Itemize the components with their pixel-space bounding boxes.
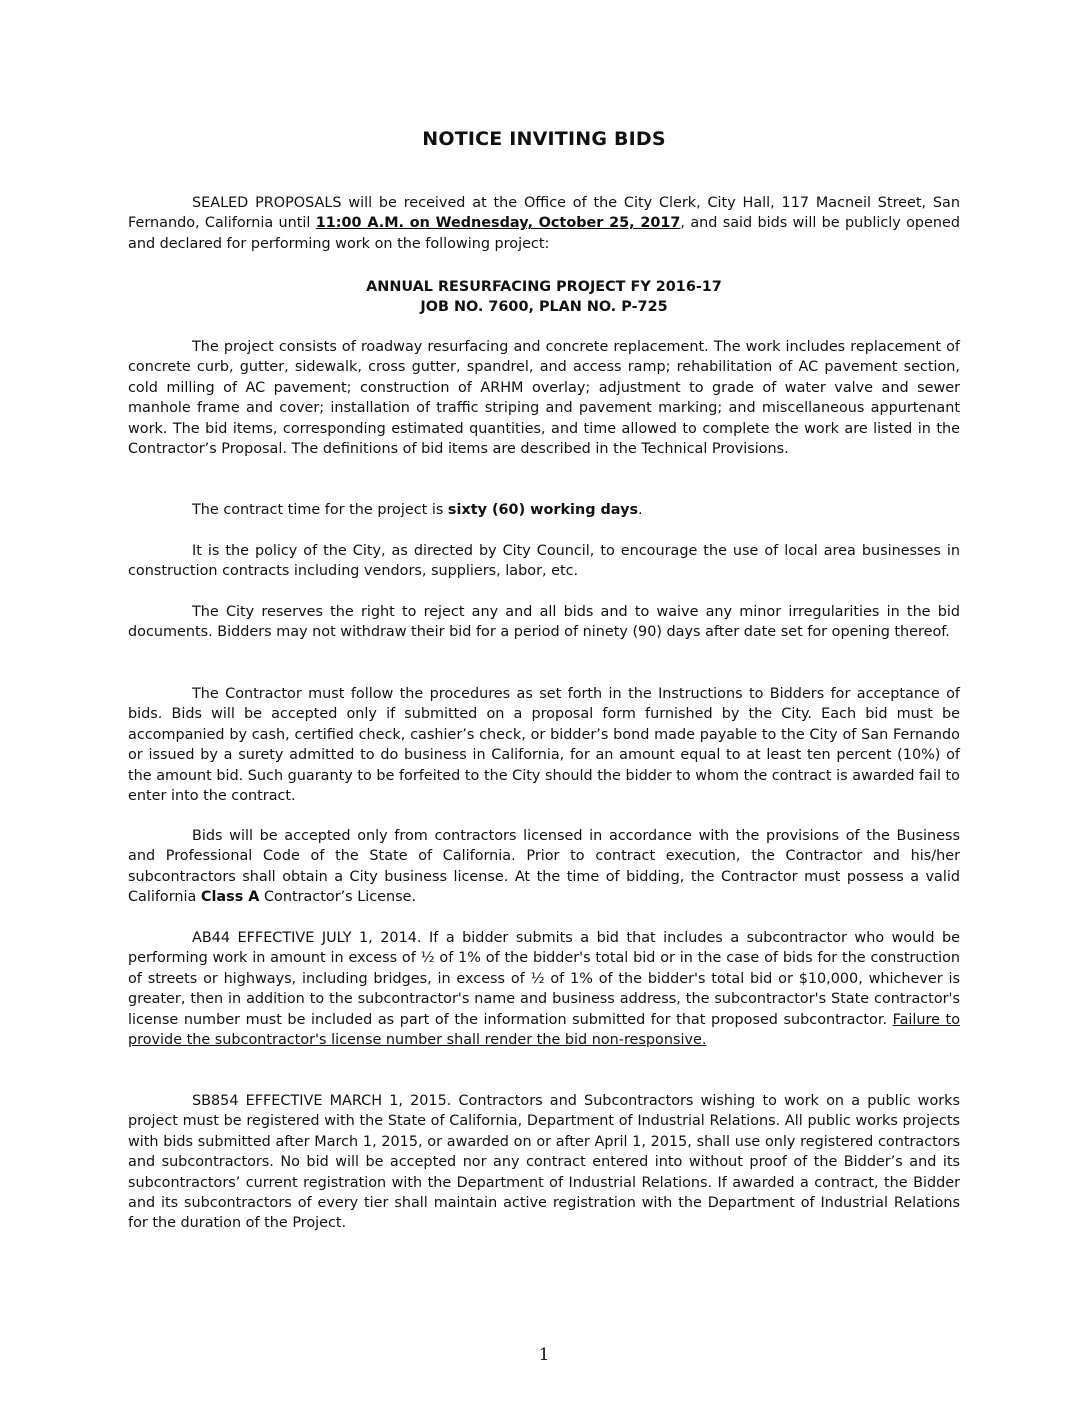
license-paragraph xyxy=(128,826,960,908)
scope-paragraph: The project consists of roadway resurfacing and concrete replacement. The work includes replacement of concrete curb, gutter, sidewalk, cross gutter, spandrel, and access ramp; rehabilitation of AC pavement section, cold milling of AC pavement; construction of ARHM overlay; adjustment to grade of water valve and sewer manhole frame and cover; installation of traffic striping and pavement marking; and miscellaneous appurtenant work. The bid items, corresponding estimated quantities, and time allowed to complete the work are listed in the Contractor’s Proposal. The definitions of bid items are described in the Technical Provisions. xyxy=(128,339,960,458)
sb854-paragraph: SB854 EFFECTIVE MARCH 1, 2015. Contractors and Subcontractors wishing to work on a public works project must be registered with the State of California, Department of Industrial Relations. All public works projects with bids submitted after March 1, 2015, or awarded on or after April 1, 2015, shall use only registered contractors and subcontractors. No bid will be accepted nor any contract entered into without proof of the Bidder’s and its subcontractors’ current registration with the Department of Industrial Relations. If awarded a contract, the Bidder and its subcontractors of every tier shall maintain active registration with the Department of Industrial Relations for the duration of the Project. xyxy=(128,1093,960,1232)
contract-time-text-2: . xyxy=(638,502,643,518)
bid-deadline: 11:00 A.M. on Wednesday, October 25, 2017 xyxy=(315,215,681,232)
intro-text-2: , and said bids will be publicly opened and declared for performing work on the following project: xyxy=(128,215,960,252)
contract-time-days: sixty (60) working days xyxy=(447,502,639,518)
contract-time-paragraph xyxy=(128,500,960,520)
intro-text-1: SEALED PROPOSALS will be received at the Office of the City Clerk, City Hall, 117 Macneil Street, San Fernando, California until xyxy=(128,195,960,232)
ab44-text: AB44 EFFECTIVE JULY 1, 2014. If a bidder submits a bid that includes a subcontractor who would be performing work in amount in excess of ½ of 1% of the bidder's total bid or in the case of bids for the construction of streets or highways, including bridges, in excess of ½ of 1% of the bidder's total bid or $10,000, whichever is greater, then in addition to the subcontractor's name and business address, the subcontractor's State contractor's license number must be included as part of the information submitted for that proposed subcontractor. xyxy=(128,930,960,1028)
intro-paragraph xyxy=(128,193,960,254)
contract-time-text-1: The contract time for the project is xyxy=(192,502,448,518)
policy-paragraph: It is the policy of the City, as directed by City Council, to encourage the use of local area businesses in construction contracts including vendors, suppliers, labor, etc. xyxy=(128,543,960,580)
page-title: NOTICE INVITING BIDS xyxy=(422,128,666,150)
license-class: Class A xyxy=(200,889,260,906)
project-job-number: JOB NO. 7600, PLAN NO. P-725 xyxy=(420,299,668,315)
license-text-1: Bids will be accepted only from contractors licensed in accordance with the provisions of the Business and Professional Code of the State of California. Prior to contract execution, the Contractor and his/her subcontractors shall obtain a City business license. At the time of bidding, the Contractor must possess a valid California xyxy=(128,828,960,906)
procedures-paragraph: The Contractor must follow the procedures as set forth in the Instructions to Bidders for acceptance of bids. Bids will be accepted only if submitted on a proposal form furnished by the City. Each bid must be accompanied by cash, certified check, cashier’s check, or bidder’s bond made payable to the City of San Fernando or issued by a surety admitted to do business in California, for an amount equal to at least ten percent (10%) of the amount bid. Such guaranty to be forfeited to the City should the bidder to whom the contract is awarded fail to enter into the contract. xyxy=(128,686,960,805)
ab44-warning: Failure to provide the subcontractor's license number shall render the bid non-responsive. xyxy=(128,1011,961,1049)
page-number: 1 xyxy=(538,1345,550,1365)
license-text-2: Contractor’s License. xyxy=(259,889,417,906)
ab44-paragraph xyxy=(128,928,960,1050)
reserve-paragraph: The City reserves the right to reject any and all bids and to waive any minor irregularities in the bid documents. Bidders may not withdraw their bid for a period of ninety (90) days after date set for opening thereof. xyxy=(128,604,960,641)
project-title: ANNUAL RESURFACING PROJECT FY 2016-17 xyxy=(366,279,722,295)
